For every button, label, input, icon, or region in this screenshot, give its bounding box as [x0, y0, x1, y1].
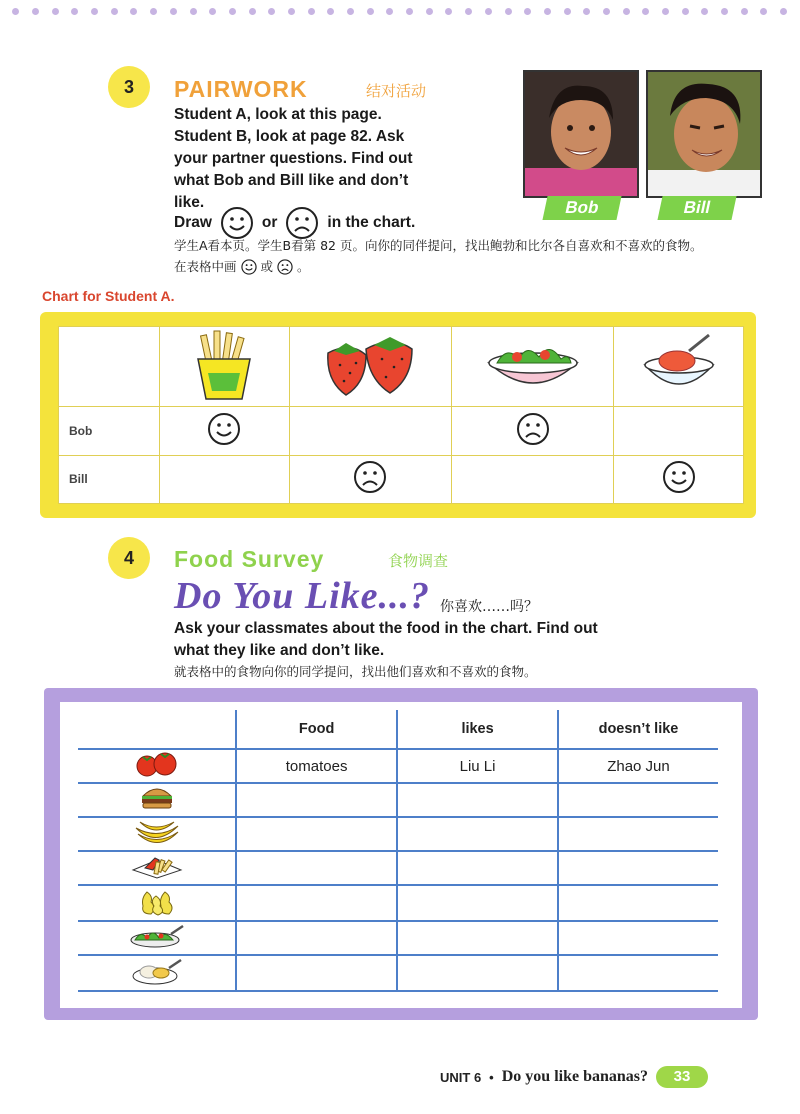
survey-food-cell[interactable]	[236, 817, 397, 851]
bananas-icon	[132, 818, 182, 846]
section-4-instructions	[174, 618, 774, 662]
footer-bullet: •	[489, 1069, 494, 1085]
instruction-line: Student B, look at page 82. Ask	[174, 128, 405, 145]
chart-a-row-bill	[59, 455, 744, 503]
survey-row	[78, 955, 718, 991]
survey-headline: Do You Like...?	[174, 575, 431, 617]
survey-food-cell[interactable]	[236, 885, 397, 921]
happy-face-icon	[207, 412, 241, 446]
survey-dislikes-cell[interactable]	[558, 783, 718, 817]
chart-a-food-cell	[160, 327, 290, 407]
draw-instruction	[174, 206, 415, 240]
instruction-line: what Bob and Bill like and don’t	[174, 172, 409, 189]
survey-food-icon-cell	[78, 921, 236, 955]
tomatoes-icon	[129, 750, 185, 778]
sad-face-small-icon	[277, 259, 293, 275]
salad-icon	[483, 333, 583, 397]
survey-food-icon-cell	[78, 851, 236, 885]
cn-draw-or: 或	[260, 259, 274, 274]
happy-face-icon	[662, 460, 696, 494]
survey-row	[78, 851, 718, 885]
survey-food-icon-cell	[78, 885, 236, 921]
chart-a-row-bob	[59, 407, 744, 455]
section-3-instructions	[174, 104, 514, 214]
survey-header-dislikes: doesn’t like	[558, 710, 718, 749]
survey-table	[78, 710, 718, 992]
survey-row	[78, 921, 718, 955]
chart-a-mark-cell	[160, 455, 290, 503]
pears-icon	[137, 886, 177, 916]
happy-face-icon	[220, 206, 254, 240]
footer-unit: UNIT 6	[440, 1069, 482, 1085]
survey-row	[78, 885, 718, 921]
top-dotted-border	[0, 8, 800, 22]
survey-likes-cell[interactable]	[397, 921, 558, 955]
survey-food-cell[interactable]	[236, 851, 397, 885]
cn-draw-prefix: 在表格中画	[174, 259, 237, 274]
section-3-cn-line1: 学生A看本页。学生B看第 82 页。向你的同伴提问，找出鲍勃和比尔各自喜欢和不喜欢的食物。	[174, 238, 703, 253]
section-3-number: 3	[108, 66, 150, 108]
survey-likes-cell[interactable]	[397, 955, 558, 991]
survey-food-icon-cell	[78, 749, 236, 783]
footer-title: Do you like bananas?	[501, 1068, 648, 1085]
instruction-line: Student A, look at this page.	[174, 106, 382, 123]
chart-a-row-label: Bill	[59, 455, 160, 503]
section-4-title: Food Survey	[174, 546, 325, 572]
chart-a-mark-cell	[289, 407, 451, 455]
survey-food-cell[interactable]	[236, 921, 397, 955]
section-4-title-cn: 食物调查	[388, 552, 449, 570]
survey-header-food: Food	[236, 710, 397, 749]
survey-food-cell[interactable]	[236, 783, 397, 817]
instruction-line: Ask your classmates about the food in the chart. Find out	[174, 620, 598, 637]
chart-a-caption: Chart for Student A.	[42, 288, 175, 304]
chart-a-food-cell	[451, 327, 613, 407]
chicken-rice-icon	[129, 956, 185, 986]
survey-headline-cn: 你喜欢……吗？	[440, 599, 538, 615]
survey-row	[78, 817, 718, 851]
section-3-title-cn: 结对活动	[366, 82, 427, 100]
page-footer	[440, 1066, 708, 1088]
hamburger-icon	[137, 784, 177, 812]
french-fries-icon	[129, 852, 185, 880]
section-3-title: PAIRWORK	[174, 76, 308, 102]
bill-portrait	[648, 72, 760, 196]
sad-face-icon	[516, 412, 550, 446]
survey-corner-header	[78, 710, 236, 749]
section-4-number: 4	[108, 537, 150, 579]
chart-a-mark-cell	[451, 455, 613, 503]
draw-or: or	[261, 214, 278, 231]
survey-dislikes-cell[interactable]: Zhao Jun	[558, 749, 718, 783]
survey-dislikes-cell[interactable]	[558, 921, 718, 955]
instruction-line: what they like and don’t like.	[174, 642, 385, 659]
name-tag-bob: Bob	[542, 196, 621, 220]
chart-a-food-cell	[289, 327, 451, 407]
survey-likes-cell[interactable]	[397, 885, 558, 921]
section-4-cn-line: 就表格中的食物向你的同学提问，找出他们喜欢和不喜欢的食物。	[174, 664, 537, 679]
survey-food-icon-cell	[78, 955, 236, 991]
chart-a-mark-cell	[451, 407, 613, 455]
name-tag-bill: Bill	[657, 196, 736, 220]
survey-row	[78, 749, 718, 783]
survey-row	[78, 783, 718, 817]
survey-likes-cell[interactable]	[397, 817, 558, 851]
chart-a-food-cell	[614, 327, 744, 407]
survey-food-cell[interactable]	[236, 955, 397, 991]
chart-a-mark-cell	[160, 407, 290, 455]
draw-suffix: in the chart.	[327, 214, 416, 231]
survey-header-row	[78, 710, 718, 749]
sad-face-icon	[285, 206, 319, 240]
chart-a-table	[58, 326, 744, 504]
chart-a-corner-cell	[59, 327, 160, 407]
section-3-cn-line2	[174, 257, 310, 277]
chart-a-mark-cell	[614, 455, 744, 503]
instruction-line: your partner questions. Find out	[174, 150, 413, 167]
sad-face-icon	[353, 460, 387, 494]
happy-face-small-icon	[241, 259, 257, 275]
survey-dislikes-cell[interactable]	[558, 851, 718, 885]
french-fries-icon	[184, 329, 264, 401]
page-number: 33	[656, 1066, 708, 1088]
chart-a-mark-cell	[289, 455, 451, 503]
survey-dislikes-cell[interactable]	[558, 885, 718, 921]
survey-likes-cell[interactable]: Liu Li	[397, 749, 558, 783]
chart-a-row-label: Bob	[59, 407, 160, 455]
photo-bill	[646, 70, 762, 198]
survey-likes-cell[interactable]	[397, 783, 558, 817]
survey-food-icon-cell	[78, 817, 236, 851]
chart-a-food-row	[59, 327, 744, 407]
cn-draw-suffix: 。	[297, 259, 310, 274]
survey-header-likes: likes	[397, 710, 558, 749]
bob-portrait	[525, 72, 637, 196]
survey-dislikes-cell[interactable]	[558, 955, 718, 991]
survey-likes-cell[interactable]	[397, 851, 558, 885]
draw-prefix: Draw	[174, 214, 212, 231]
survey-dislikes-cell[interactable]	[558, 817, 718, 851]
chart-a-mark-cell	[614, 407, 744, 455]
ice-cream-icon	[639, 333, 719, 397]
instruction-line: like.	[174, 194, 205, 211]
survey-food-cell[interactable]: tomatoes	[236, 749, 397, 783]
survey-food-icon-cell	[78, 783, 236, 817]
photo-bob	[523, 70, 639, 198]
salad-icon	[127, 922, 187, 950]
strawberries-icon	[320, 333, 420, 397]
